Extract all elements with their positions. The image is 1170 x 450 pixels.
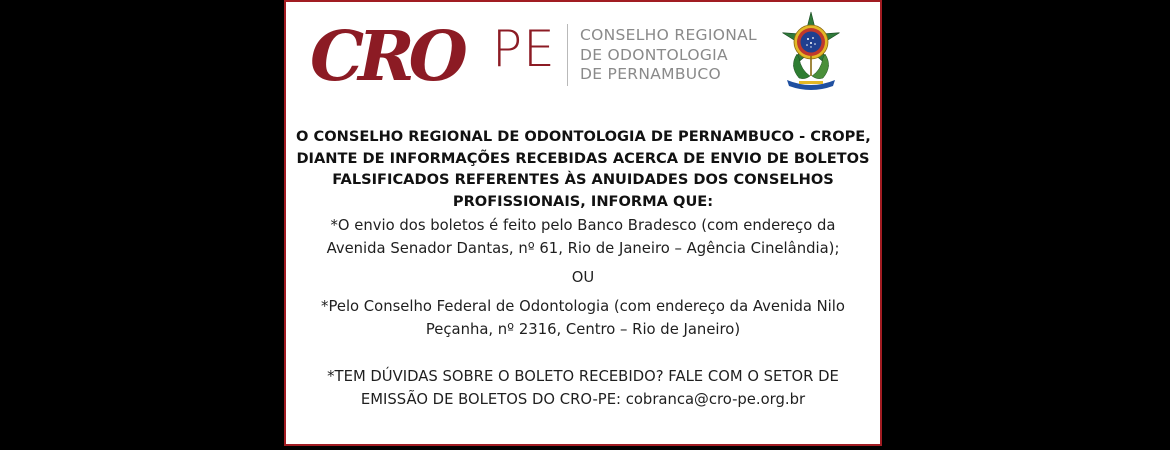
org-name-line-3: DE PERNAMBUCO: [580, 65, 722, 83]
cro-logo: [308, 14, 483, 94]
notice-body: [296, 126, 870, 411]
logo-pe: PE: [492, 20, 556, 78]
org-name-line-1: CONSELHO REGIONAL: [580, 26, 757, 44]
contact-paragraph: [296, 365, 870, 411]
heading-line: O CONSELHO REGIONAL DE ODONTOLOGIA DE PERNAMBUCO - CROPE,: [296, 128, 871, 145]
contact-line: *TEM DÚVIDAS SOBRE O BOLETO RECEBIDO? FALE COM O SETOR DE: [327, 368, 839, 385]
cfo-paragraph: [296, 295, 870, 341]
org-name-line-2: DE ODONTOLOGIA: [580, 45, 728, 64]
cro-logo-text: CRO: [310, 17, 462, 94]
heading-line: DIANTE DE INFORMAÇÕES RECEBIDAS ACERCA DE ENVIO DE BOLETOS: [296, 149, 870, 167]
org-name: [580, 26, 757, 85]
heading-line: FALSIFICADOS REFERENTES ÀS ANUIDADES DOS CONSELHOS: [332, 171, 834, 188]
bradesco-paragraph: [296, 214, 870, 260]
paragraph-line: *Pelo Conselho Federal de Odontologia (com endereço da Avenida Nilo: [321, 298, 845, 315]
notice-heading: [296, 126, 870, 212]
header: [286, 2, 880, 107]
paragraph-line: *O envio dos boletos é feito pelo Banco Bradesco (com endereço da: [330, 217, 836, 234]
contact-line: EMISSÃO DE BOLETOS DO CRO-PE: cobranca@cro-pe.org.br: [360, 391, 806, 408]
logo-divider: [567, 24, 568, 86]
notice-card: [284, 0, 882, 446]
brazil-coat-of-arms-icon: [777, 10, 845, 90]
heading-line: PROFISSIONAIS, INFORMA QUE:: [452, 192, 714, 210]
paragraph-line: Avenida Senador Dantas, nº 61, Rio de Janeiro – Agência Cinelândia);: [326, 240, 840, 257]
paragraph-line: Peçanha, nº 2316, Centro – Rio de Janeiro): [425, 321, 741, 338]
or-separator: OU: [571, 269, 595, 286]
